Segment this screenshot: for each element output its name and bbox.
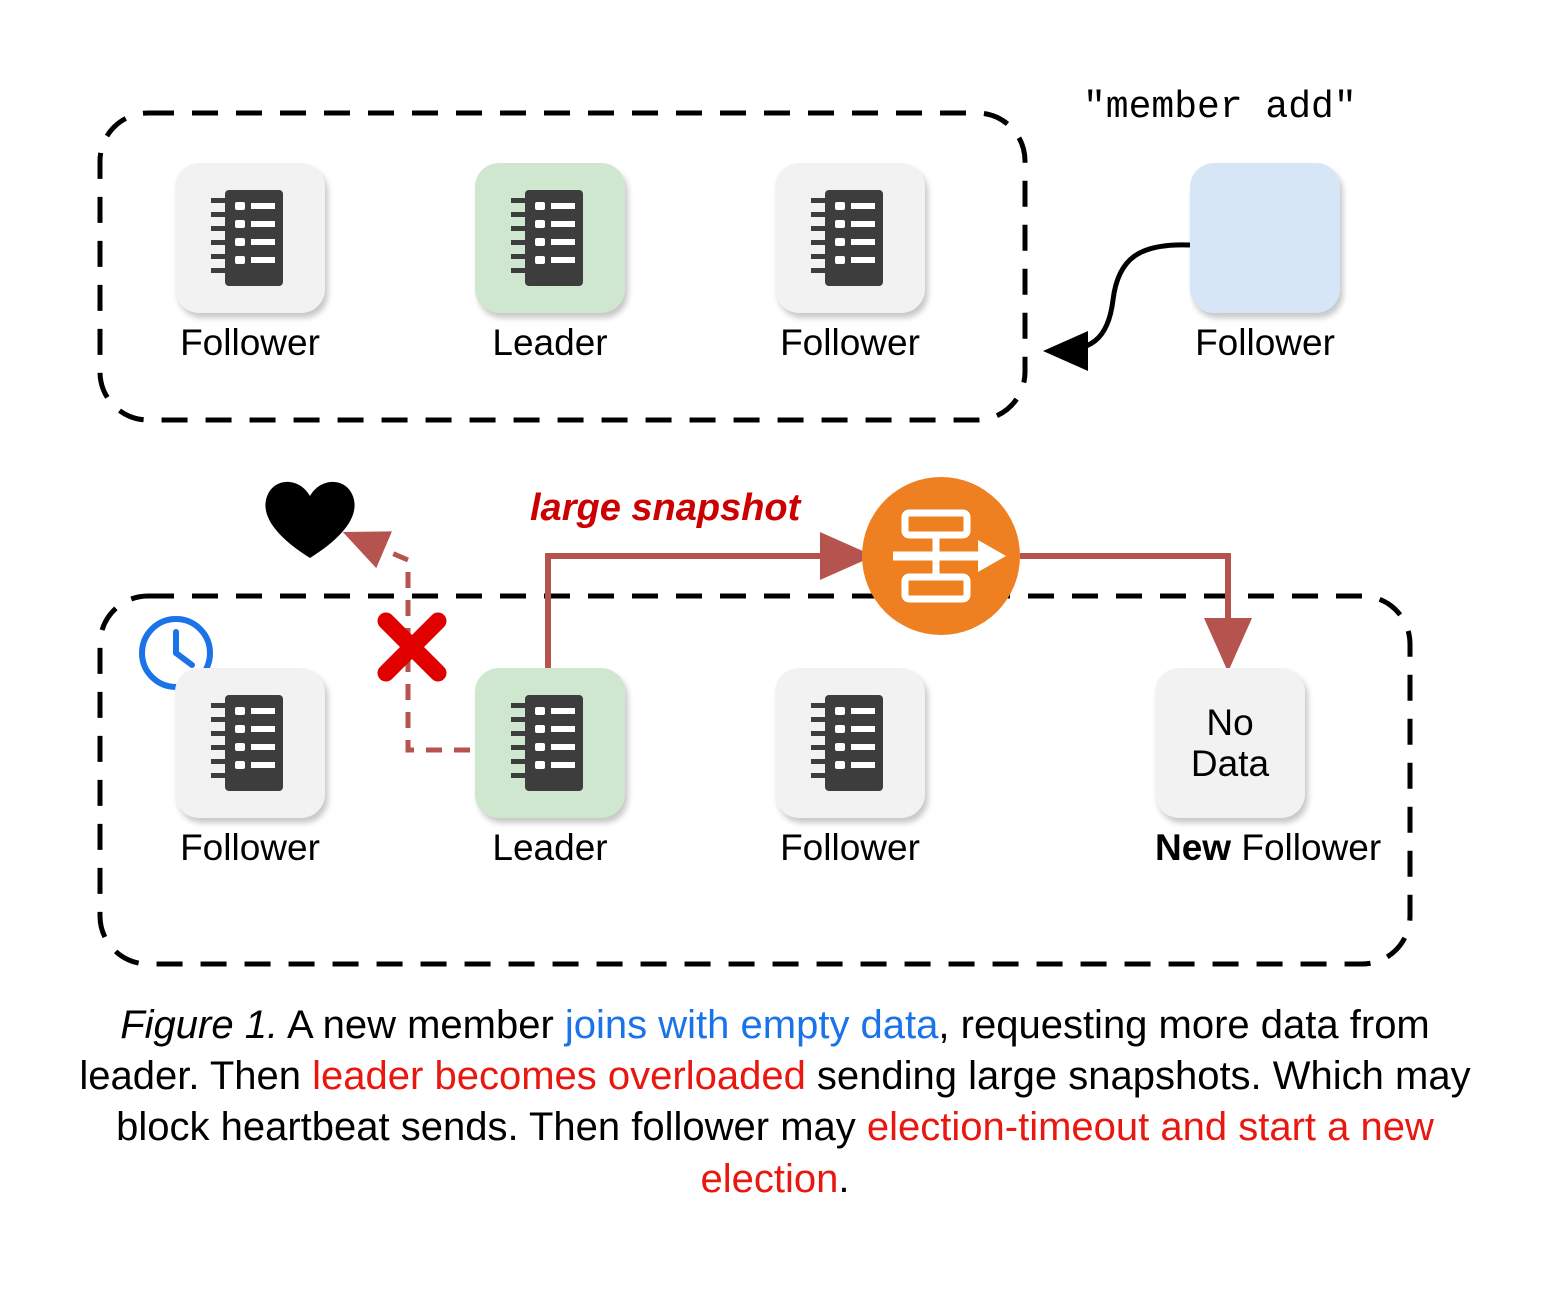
- no-data-text: [1191, 702, 1269, 785]
- caption-seg2: joins with empty data: [564, 1003, 939, 1047]
- server-card: [475, 163, 625, 313]
- caption-seg5: sending large snapshots. Which may block heartbeat sends. Then follower may: [116, 1054, 1471, 1150]
- no-data-line2: Data: [1190, 743, 1270, 784]
- server-icon: [807, 691, 893, 795]
- server-card: [175, 163, 325, 313]
- node-label: Follower: [180, 827, 320, 868]
- node-follower-top-2[interactable]: [775, 163, 925, 363]
- node-label: Leader: [492, 827, 608, 868]
- no-data-card: [1155, 668, 1305, 818]
- caption-seg6: election-timeout and start a new election: [700, 1105, 1434, 1201]
- server-icon: [207, 186, 293, 290]
- large-snapshot-label: large snapshot: [530, 487, 801, 529]
- caption-seg1: A new member: [278, 1003, 565, 1047]
- server-icon: [507, 186, 593, 290]
- node-label: Follower: [780, 827, 920, 868]
- caption-seg4: leader becomes overloaded: [312, 1054, 806, 1099]
- figure-number: Figure 1.: [120, 1003, 279, 1047]
- node-label: Follower: [1195, 322, 1335, 363]
- snapshot-in-arrow: [1020, 556, 1228, 660]
- node-label: Leader: [492, 322, 608, 363]
- node-label: [1155, 827, 1382, 868]
- server-icon: [207, 691, 293, 795]
- member-add-arrow: [1053, 245, 1190, 351]
- caption-seg3: , requesting more data from leader. Then: [79, 1003, 1430, 1099]
- node-follower-bottom-2[interactable]: [775, 668, 925, 868]
- node-label: Follower: [180, 322, 320, 363]
- server-card: [475, 668, 625, 818]
- caption-seg7: .: [838, 1156, 850, 1201]
- member-add-label: "member add": [1083, 86, 1357, 129]
- node-leader-bottom[interactable]: [475, 668, 625, 868]
- node-follower-top-1[interactable]: [175, 163, 325, 363]
- node-new-follower[interactable]: [1155, 668, 1382, 868]
- red-x-icon: [386, 621, 438, 673]
- node-joining-follower[interactable]: [1190, 163, 1340, 363]
- heartbeat-blocked-arrow: [352, 536, 470, 750]
- database-transfer-icon: [862, 477, 1020, 635]
- server-card: [775, 163, 925, 313]
- node-follower-bottom-1[interactable]: [175, 668, 325, 868]
- empty-node-icon: [1190, 163, 1340, 313]
- heart-icon: [265, 482, 354, 558]
- node-label: Follower: [780, 322, 920, 363]
- server-icon: [807, 186, 893, 290]
- new-follower-rest: Follower: [1231, 827, 1382, 868]
- node-leader-top[interactable]: [475, 163, 625, 363]
- figure-caption: [60, 1000, 1490, 1205]
- server-card: [775, 668, 925, 818]
- new-follower-bold: New: [1155, 827, 1232, 868]
- server-card: [175, 668, 325, 818]
- server-icon: [507, 691, 593, 795]
- no-data-line1: No: [1206, 701, 1254, 743]
